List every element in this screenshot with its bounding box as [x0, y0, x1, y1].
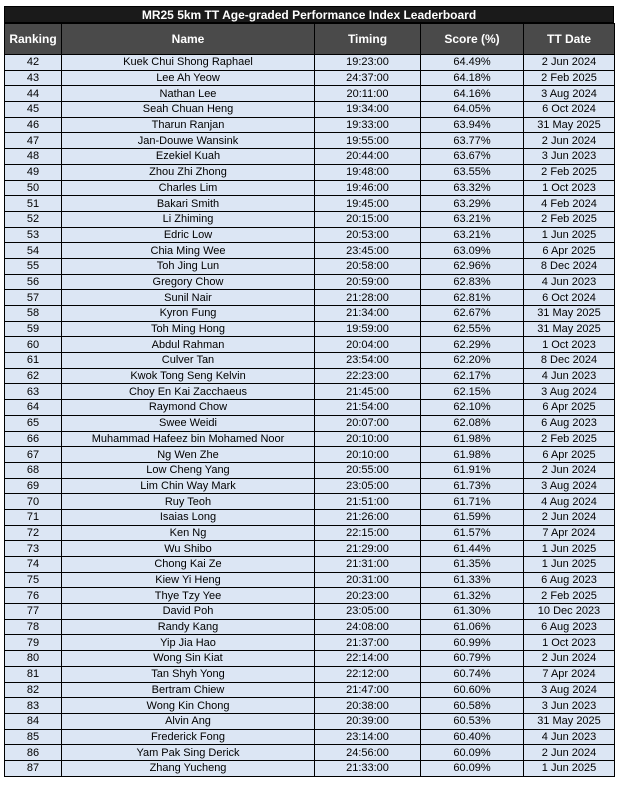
timing-cell: 19:59:00 [315, 321, 421, 337]
score-cell: 62.15% [421, 384, 524, 400]
timing-cell: 19:55:00 [315, 133, 421, 149]
tt-date-cell: 31 May 2025 [524, 321, 615, 337]
ranking-cell: 47 [5, 133, 62, 149]
ranking-cell: 80 [5, 651, 62, 667]
table-row [5, 227, 615, 243]
tt-date-cell: 2 Feb 2025 [524, 211, 615, 227]
tt-date-cell: 1 Oct 2023 [524, 337, 615, 353]
timing-cell: 19:34:00 [315, 102, 421, 118]
score-cell: 61.59% [421, 509, 524, 525]
score-cell: 61.98% [421, 431, 524, 447]
score-cell: 61.73% [421, 478, 524, 494]
table-row [5, 572, 615, 588]
tt-date-cell: 4 Jun 2023 [524, 368, 615, 384]
table-row [5, 117, 615, 133]
ranking-cell: 61 [5, 353, 62, 369]
name-cell: Sunil Nair [62, 290, 315, 306]
table-row [5, 164, 615, 180]
timing-cell: 24:08:00 [315, 619, 421, 635]
name-cell: Yam Pak Sing Derick [62, 745, 315, 761]
tt-date-cell: 3 Aug 2024 [524, 384, 615, 400]
ranking-cell: 76 [5, 588, 62, 604]
ranking-cell: 53 [5, 227, 62, 243]
table-row [5, 698, 615, 714]
timing-cell: 20:07:00 [315, 415, 421, 431]
name-cell: Isaias Long [62, 509, 315, 525]
ranking-cell: 77 [5, 604, 62, 620]
ranking-cell: 74 [5, 557, 62, 573]
ranking-cell: 43 [5, 70, 62, 86]
ranking-cell: 52 [5, 211, 62, 227]
timing-cell: 21:29:00 [315, 541, 421, 557]
name-cell: Muhammad Hafeez bin Mohamed Noor [62, 431, 315, 447]
ranking-cell: 84 [5, 713, 62, 729]
tt-date-cell: 3 Jun 2023 [524, 149, 615, 165]
score-cell: 62.20% [421, 353, 524, 369]
table-row [5, 274, 615, 290]
ranking-cell: 72 [5, 525, 62, 541]
tt-date-cell: 6 Apr 2025 [524, 447, 615, 463]
timing-cell: 23:05:00 [315, 478, 421, 494]
score-cell: 63.21% [421, 211, 524, 227]
leaderboard-table [4, 23, 615, 777]
tt-date-cell: 2 Jun 2024 [524, 55, 615, 71]
name-cell: Yip Jia Hao [62, 635, 315, 651]
name-cell: Frederick Fong [62, 729, 315, 745]
timing-cell: 23:05:00 [315, 604, 421, 620]
name-cell: Bakari Smith [62, 196, 315, 212]
ranking-cell: 71 [5, 509, 62, 525]
tt-date-cell: 3 Aug 2024 [524, 86, 615, 102]
tt-date-cell: 4 Jun 2023 [524, 274, 615, 290]
table-row [5, 321, 615, 337]
timing-cell: 21:28:00 [315, 290, 421, 306]
timing-cell: 19:46:00 [315, 180, 421, 196]
table-row [5, 243, 615, 259]
tt-date-cell: 3 Jun 2023 [524, 698, 615, 714]
score-cell: 63.21% [421, 227, 524, 243]
tt-date-cell: 8 Dec 2024 [524, 353, 615, 369]
timing-cell: 22:14:00 [315, 651, 421, 667]
score-cell: 62.55% [421, 321, 524, 337]
name-cell: Toh Jing Lun [62, 258, 315, 274]
ranking-cell: 82 [5, 682, 62, 698]
tt-date-cell: 4 Aug 2024 [524, 494, 615, 510]
tt-date-cell: 4 Jun 2023 [524, 729, 615, 745]
name-cell: Tharun Ranjan [62, 117, 315, 133]
table-row [5, 509, 615, 525]
name-cell: Toh Ming Hong [62, 321, 315, 337]
score-cell: 60.09% [421, 760, 524, 776]
score-cell: 61.91% [421, 462, 524, 478]
score-cell: 64.18% [421, 70, 524, 86]
ranking-cell: 78 [5, 619, 62, 635]
ranking-cell: 58 [5, 306, 62, 322]
score-cell: 62.96% [421, 258, 524, 274]
timing-cell: 20:15:00 [315, 211, 421, 227]
ranking-cell: 69 [5, 478, 62, 494]
ranking-cell: 73 [5, 541, 62, 557]
tt-date-cell: 2 Jun 2024 [524, 651, 615, 667]
ranking-cell: 86 [5, 745, 62, 761]
tt-date-cell: 2 Jun 2024 [524, 509, 615, 525]
table-row [5, 478, 615, 494]
score-cell: 61.06% [421, 619, 524, 635]
score-cell: 61.98% [421, 447, 524, 463]
tt-date-cell: 10 Dec 2023 [524, 604, 615, 620]
name-cell: Gregory Chow [62, 274, 315, 290]
name-cell: Thye Tzy Yee [62, 588, 315, 604]
tt-date-cell: 6 Oct 2024 [524, 102, 615, 118]
table-row [5, 635, 615, 651]
table-row [5, 290, 615, 306]
timing-cell: 20:38:00 [315, 698, 421, 714]
tt-date-cell: 6 Oct 2024 [524, 290, 615, 306]
tt-date-cell: 31 May 2025 [524, 306, 615, 322]
tt-date-cell: 1 Oct 2023 [524, 180, 615, 196]
tt-date-cell: 31 May 2025 [524, 117, 615, 133]
name-cell: Culver Tan [62, 353, 315, 369]
tt-date-cell: 2 Jun 2024 [524, 462, 615, 478]
table-row [5, 211, 615, 227]
ranking-cell: 68 [5, 462, 62, 478]
name-cell: Seah Chuan Heng [62, 102, 315, 118]
timing-cell: 20:10:00 [315, 431, 421, 447]
score-cell: 60.09% [421, 745, 524, 761]
table-row [5, 431, 615, 447]
name-cell: Ng Wen Zhe [62, 447, 315, 463]
name-cell: Abdul Rahman [62, 337, 315, 353]
name-cell: Ken Ng [62, 525, 315, 541]
name-cell: David Poh [62, 604, 315, 620]
table-row [5, 196, 615, 212]
tt-date-cell: 1 Jun 2025 [524, 227, 615, 243]
ranking-cell: 65 [5, 415, 62, 431]
score-cell: 64.49% [421, 55, 524, 71]
table-row [5, 368, 615, 384]
tt-date-cell: 2 Feb 2025 [524, 70, 615, 86]
timing-cell: 23:14:00 [315, 729, 421, 745]
table-row [5, 541, 615, 557]
timing-cell: 20:11:00 [315, 86, 421, 102]
table-row [5, 337, 615, 353]
score-cell: 61.32% [421, 588, 524, 604]
leaderboard-sheet [4, 6, 614, 777]
table-row [5, 149, 615, 165]
tt-date-cell: 6 Aug 2023 [524, 415, 615, 431]
table-row [5, 666, 615, 682]
tt-date-cell: 7 Apr 2024 [524, 525, 615, 541]
timing-cell: 22:23:00 [315, 368, 421, 384]
ranking-cell: 70 [5, 494, 62, 510]
table-row [5, 525, 615, 541]
score-cell: 63.32% [421, 180, 524, 196]
tt-date-cell: 4 Feb 2024 [524, 196, 615, 212]
ranking-cell: 66 [5, 431, 62, 447]
tt-date-cell: 1 Jun 2025 [524, 557, 615, 573]
tt-date-cell: 6 Apr 2025 [524, 400, 615, 416]
table-row [5, 462, 615, 478]
tt-date-cell: 6 Aug 2023 [524, 619, 615, 635]
name-cell: Wu Shibo [62, 541, 315, 557]
timing-cell: 23:54:00 [315, 353, 421, 369]
tt-date-cell: 31 May 2025 [524, 713, 615, 729]
score-cell: 62.08% [421, 415, 524, 431]
name-cell: Li Zhiming [62, 211, 315, 227]
name-cell: Jan-Douwe Wansink [62, 133, 315, 149]
ranking-cell: 60 [5, 337, 62, 353]
ranking-cell: 57 [5, 290, 62, 306]
table-row [5, 400, 615, 416]
timing-cell: 20:58:00 [315, 258, 421, 274]
name-cell: Kyron Fung [62, 306, 315, 322]
table-row [5, 588, 615, 604]
timing-cell: 19:33:00 [315, 117, 421, 133]
name-cell: Alvin Ang [62, 713, 315, 729]
name-cell: Chia Ming Wee [62, 243, 315, 259]
table-row [5, 55, 615, 71]
score-cell: 60.74% [421, 666, 524, 682]
ranking-cell: 56 [5, 274, 62, 290]
score-cell: 63.09% [421, 243, 524, 259]
leaderboard-title: MR25 5km TT Age-graded Performance Index Leaderboard [4, 6, 614, 23]
table-row [5, 102, 615, 118]
timing-cell: 24:37:00 [315, 70, 421, 86]
ranking-cell: 42 [5, 55, 62, 71]
score-cell: 60.58% [421, 698, 524, 714]
name-cell: Chong Kai Ze [62, 557, 315, 573]
score-cell: 63.67% [421, 149, 524, 165]
name-cell: Bertram Chiew [62, 682, 315, 698]
tt-date-cell: 2 Feb 2025 [524, 164, 615, 180]
header-ranking[interactable]: Ranking [5, 24, 62, 55]
tt-date-cell: 7 Apr 2024 [524, 666, 615, 682]
header-name[interactable]: Name [62, 24, 315, 55]
timing-cell: 22:12:00 [315, 666, 421, 682]
ranking-cell: 59 [5, 321, 62, 337]
ranking-cell: 51 [5, 196, 62, 212]
header-tt-date[interactable]: TT Date [524, 24, 615, 55]
tt-date-cell: 1 Oct 2023 [524, 635, 615, 651]
header-timing[interactable]: Timing [315, 24, 421, 55]
ranking-cell: 63 [5, 384, 62, 400]
name-cell: Low Cheng Yang [62, 462, 315, 478]
table-row [5, 258, 615, 274]
timing-cell: 20:53:00 [315, 227, 421, 243]
timing-cell: 20:10:00 [315, 447, 421, 463]
name-cell: Ezekiel Kuah [62, 149, 315, 165]
name-cell: Choy En Kai Zacchaeus [62, 384, 315, 400]
score-cell: 61.35% [421, 557, 524, 573]
name-cell: Kiew Yi Heng [62, 572, 315, 588]
timing-cell: 20:55:00 [315, 462, 421, 478]
score-cell: 62.29% [421, 337, 524, 353]
tt-date-cell: 2 Feb 2025 [524, 431, 615, 447]
table-row [5, 306, 615, 322]
table-row [5, 713, 615, 729]
timing-cell: 21:47:00 [315, 682, 421, 698]
name-cell: Raymond Chow [62, 400, 315, 416]
table-row [5, 415, 615, 431]
tt-date-cell: 1 Jun 2025 [524, 760, 615, 776]
score-cell: 62.17% [421, 368, 524, 384]
table-row [5, 447, 615, 463]
timing-cell: 21:51:00 [315, 494, 421, 510]
timing-cell: 23:45:00 [315, 243, 421, 259]
score-cell: 60.79% [421, 651, 524, 667]
table-row [5, 604, 615, 620]
header-row [5, 24, 615, 55]
timing-cell: 21:31:00 [315, 557, 421, 573]
name-cell: Edric Low [62, 227, 315, 243]
timing-cell: 21:26:00 [315, 509, 421, 525]
header-score[interactable]: Score (%) [421, 24, 524, 55]
timing-cell: 21:34:00 [315, 306, 421, 322]
table-row [5, 86, 615, 102]
tt-date-cell: 3 Aug 2024 [524, 682, 615, 698]
ranking-cell: 46 [5, 117, 62, 133]
name-cell: Lim Chin Way Mark [62, 478, 315, 494]
tt-date-cell: 2 Jun 2024 [524, 745, 615, 761]
table-row [5, 557, 615, 573]
tt-date-cell: 1 Jun 2025 [524, 541, 615, 557]
score-cell: 60.99% [421, 635, 524, 651]
timing-cell: 21:45:00 [315, 384, 421, 400]
score-cell: 63.55% [421, 164, 524, 180]
tt-date-cell: 2 Jun 2024 [524, 133, 615, 149]
name-cell: Charles Lim [62, 180, 315, 196]
score-cell: 62.10% [421, 400, 524, 416]
tt-date-cell: 8 Dec 2024 [524, 258, 615, 274]
timing-cell: 21:33:00 [315, 760, 421, 776]
timing-cell: 20:23:00 [315, 588, 421, 604]
ranking-cell: 48 [5, 149, 62, 165]
score-cell: 61.57% [421, 525, 524, 541]
score-cell: 60.60% [421, 682, 524, 698]
ranking-cell: 79 [5, 635, 62, 651]
table-row [5, 353, 615, 369]
timing-cell: 20:39:00 [315, 713, 421, 729]
ranking-cell: 44 [5, 86, 62, 102]
ranking-cell: 62 [5, 368, 62, 384]
ranking-cell: 54 [5, 243, 62, 259]
name-cell: Wong Sin Kiat [62, 651, 315, 667]
table-row [5, 180, 615, 196]
ranking-cell: 64 [5, 400, 62, 416]
ranking-cell: 87 [5, 760, 62, 776]
name-cell: Tan Shyh Yong [62, 666, 315, 682]
ranking-cell: 85 [5, 729, 62, 745]
ranking-cell: 55 [5, 258, 62, 274]
timing-cell: 22:15:00 [315, 525, 421, 541]
name-cell: Wong Kin Chong [62, 698, 315, 714]
score-cell: 62.83% [421, 274, 524, 290]
ranking-cell: 67 [5, 447, 62, 463]
timing-cell: 19:48:00 [315, 164, 421, 180]
name-cell: Zhou Zhi Zhong [62, 164, 315, 180]
table-row [5, 760, 615, 776]
score-cell: 64.05% [421, 102, 524, 118]
timing-cell: 21:54:00 [315, 400, 421, 416]
tt-date-cell: 6 Aug 2023 [524, 572, 615, 588]
score-cell: 61.30% [421, 604, 524, 620]
name-cell: Swee Weidi [62, 415, 315, 431]
score-cell: 63.77% [421, 133, 524, 149]
timing-cell: 20:31:00 [315, 572, 421, 588]
name-cell: Ruy Teoh [62, 494, 315, 510]
score-cell: 61.33% [421, 572, 524, 588]
name-cell: Lee Ah Yeow [62, 70, 315, 86]
name-cell: Kuek Chui Shong Raphael [62, 55, 315, 71]
ranking-cell: 50 [5, 180, 62, 196]
score-cell: 60.40% [421, 729, 524, 745]
name-cell: Zhang Yucheng [62, 760, 315, 776]
ranking-cell: 81 [5, 666, 62, 682]
table-row [5, 729, 615, 745]
score-cell: 64.16% [421, 86, 524, 102]
score-cell: 61.71% [421, 494, 524, 510]
table-row [5, 619, 615, 635]
name-cell: Randy Kang [62, 619, 315, 635]
ranking-cell: 45 [5, 102, 62, 118]
timing-cell: 20:59:00 [315, 274, 421, 290]
name-cell: Nathan Lee [62, 86, 315, 102]
timing-cell: 21:37:00 [315, 635, 421, 651]
tt-date-cell: 6 Apr 2025 [524, 243, 615, 259]
score-cell: 62.81% [421, 290, 524, 306]
score-cell: 60.53% [421, 713, 524, 729]
ranking-cell: 75 [5, 572, 62, 588]
score-cell: 62.67% [421, 306, 524, 322]
tt-date-cell: 3 Aug 2024 [524, 478, 615, 494]
ranking-cell: 49 [5, 164, 62, 180]
timing-cell: 24:56:00 [315, 745, 421, 761]
score-cell: 63.94% [421, 117, 524, 133]
timing-cell: 19:23:00 [315, 55, 421, 71]
timing-cell: 20:44:00 [315, 149, 421, 165]
table-row [5, 384, 615, 400]
score-cell: 63.29% [421, 196, 524, 212]
score-cell: 61.44% [421, 541, 524, 557]
table-row [5, 70, 615, 86]
ranking-cell: 83 [5, 698, 62, 714]
table-row [5, 651, 615, 667]
tt-date-cell: 2 Feb 2025 [524, 588, 615, 604]
table-row [5, 682, 615, 698]
table-row [5, 133, 615, 149]
table-row [5, 745, 615, 761]
timing-cell: 20:04:00 [315, 337, 421, 353]
name-cell: Kwok Tong Seng Kelvin [62, 368, 315, 384]
table-row [5, 494, 615, 510]
timing-cell: 19:45:00 [315, 196, 421, 212]
